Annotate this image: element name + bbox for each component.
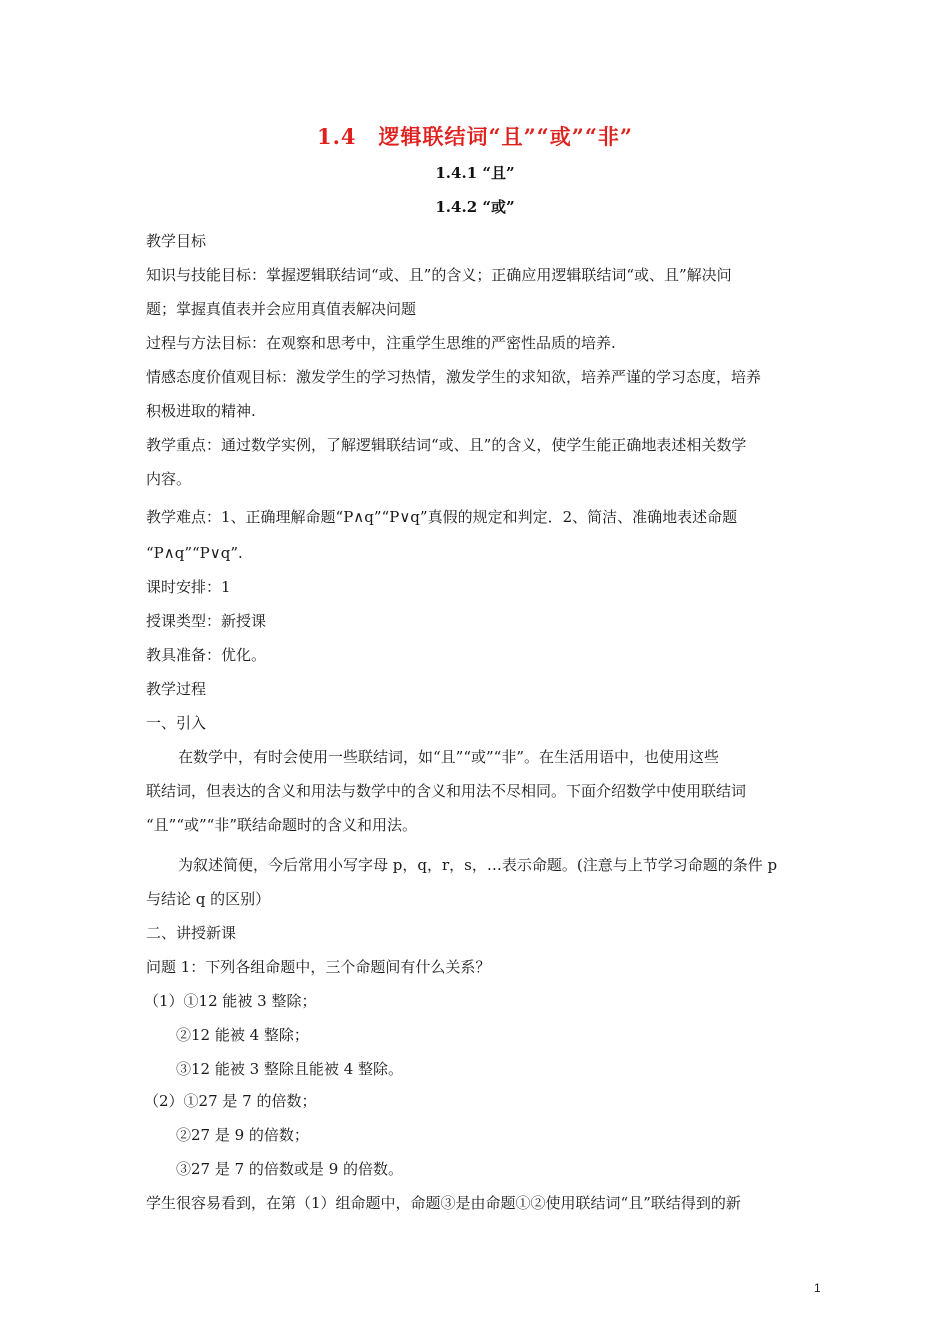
list-item: ③12 能被 3 整除且能被 4 整除。 [176, 1060, 404, 1078]
question-1: 问题 1：下列各组命题中，三个命题间有什么关系？ [146, 958, 491, 976]
paragraph-line: 教学难点：1、正确理解命题“P∧q”“P∨q”真假的规定和判定．2、简洁、准确地表述命题 [146, 508, 738, 526]
list-item: （2）①27 是 7 的倍数； [144, 1092, 317, 1110]
paragraph-line: 教学重点：通过数学实例，了解逻辑联结词“或、且”的含义，使学生能正确地表述相关数学 [146, 436, 747, 454]
heading-teaching-process: 教学过程 [146, 680, 207, 698]
paragraph-line: 与结论 q 的区别） [146, 890, 271, 908]
list-item: ②27 是 9 的倍数； [176, 1126, 309, 1144]
heading-introduction: 一、引入 [146, 714, 207, 732]
list-item: （1）①12 能被 3 整除； [144, 992, 317, 1010]
paragraph-line: 教具准备：优化。 [146, 646, 267, 664]
paragraph-line: “且”“或”“非”联结命题时的含义和用法。 [146, 816, 418, 834]
page-number: 1 [814, 1281, 821, 1295]
heading-new-lesson: 二、讲授新课 [146, 924, 237, 942]
list-item: ③27 是 7 的倍数或是 9 的倍数。 [176, 1160, 404, 1178]
paragraph-line: 为叙述简便，今后常用小写字母 p，q，r，s，…表示命题。(注意与上节学习命题的条件 p [178, 856, 778, 874]
paragraph-line: 积极进取的精神. [146, 402, 256, 420]
list-item: ②12 能被 4 整除； [176, 1026, 309, 1044]
paragraph-line: 联结词，但表达的含义和用法与数学中的含义和用法不尽相同。下面介绍数学中使用联结词 [146, 782, 747, 800]
paragraph-line: 内容。 [146, 470, 192, 488]
paragraph-line: 学生很容易看到，在第（1）组命题中，命题③是由命题①②使用联结词“且”联结得到的新 [146, 1194, 741, 1212]
paragraph-line: 过程与方法目标：在观察和思考中，注重学生思维的严密性品质的培养. [146, 334, 616, 352]
paragraph-line: 题；掌握真值表并会应用真值表解决问题 [146, 300, 417, 318]
paragraph-line: 课时安排：1 [146, 578, 231, 596]
document-title: 1.4 逻辑联结词“且”“或”“非” [316, 124, 633, 149]
heading-teaching-goals: 教学目标 [146, 232, 207, 250]
paragraph-line: 情感态度价值观目标：激发学生的学习热情，激发学生的求知欲，培养严谨的学习态度，培养 [146, 368, 762, 386]
paragraph-line: 授课类型：新授课 [146, 612, 267, 630]
subtitle-1-4-1: 1.4.1 “且” [435, 164, 515, 182]
paragraph-line: 在数学中，有时会使用一些联结词，如“且”“或”“非”。在生活用语中，也使用这些 [178, 748, 720, 766]
subtitle-1-4-2: 1.4.2 “或” [435, 198, 515, 216]
paragraph-line: 知识与技能目标：掌握逻辑联结词“或、且”的含义；正确应用逻辑联结词“或、且”解决问 [146, 266, 732, 284]
paragraph-line: “P∧q”“P∨q”. [146, 544, 243, 562]
